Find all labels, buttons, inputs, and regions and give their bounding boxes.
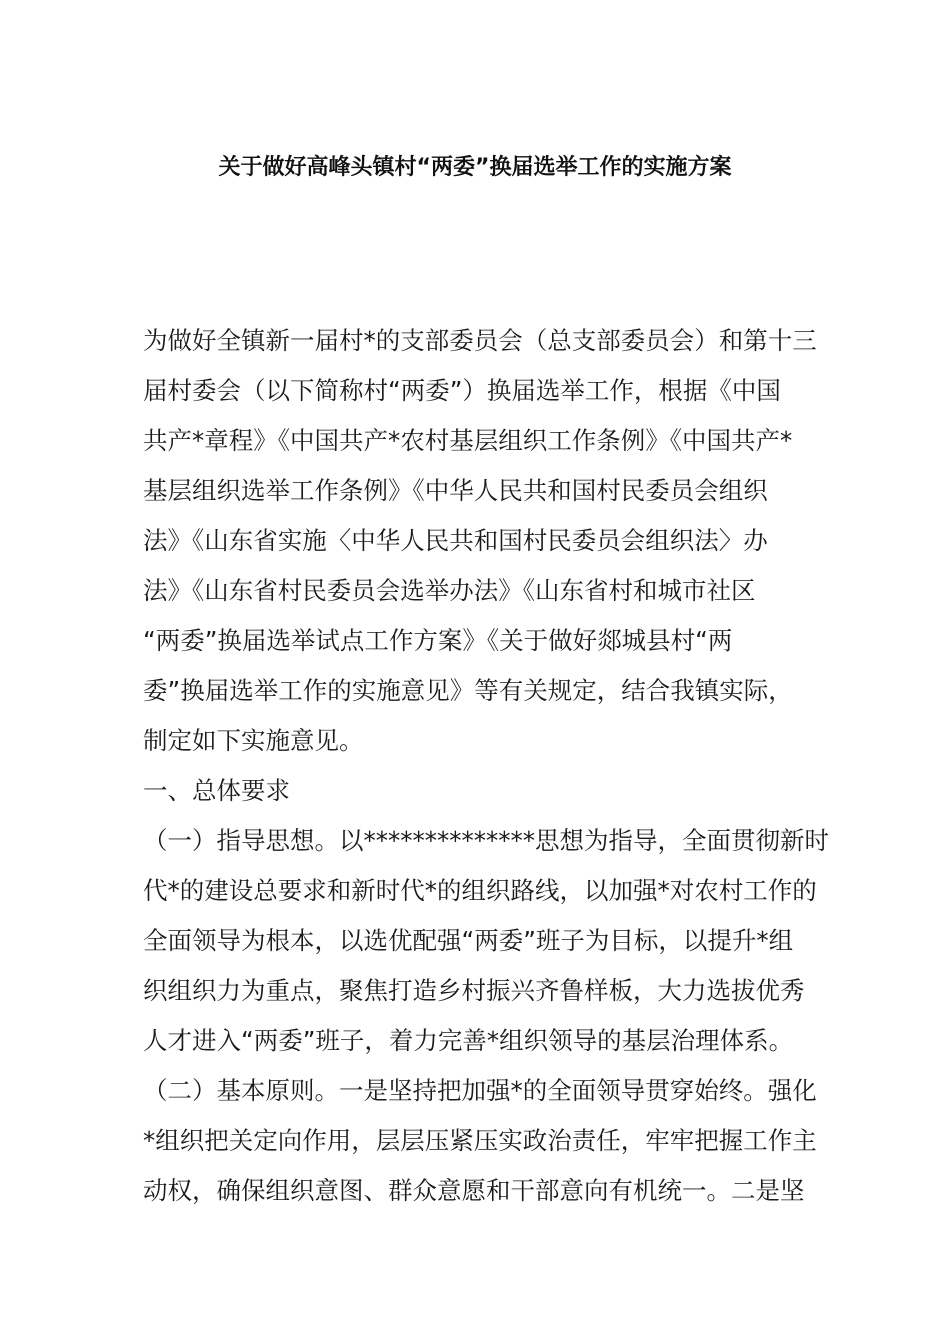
guiding-thought-line-1: （一）指导思想。以**************思想为指导，全面贯彻新时 bbox=[143, 826, 829, 855]
intro-line-5: 法》《山东省实施〈中华人民共和国村民委员会组织法〉办 bbox=[143, 526, 768, 555]
intro-line-8: 委”换届选举工作的实施意见》等有关规定，结合我镇实际， bbox=[143, 676, 793, 705]
guiding-thought-line-2: 代*的建设总要求和新时代*的组织路线，以加强*对农村工作的 bbox=[143, 876, 817, 905]
document-body bbox=[143, 316, 829, 1216]
basic-principles-line-1: （二）基本原则。一是坚持把加强*的全面领导贯穿始终。强化 bbox=[143, 1076, 817, 1105]
basic-principles-line-2: *组织把关定向作用，层层压紧压实政治责任，牢牢把握工作主 bbox=[143, 1126, 817, 1155]
document-title: 关于做好高峰头镇村“两委”换届选举工作的实施方案 bbox=[218, 155, 732, 180]
guiding-thought-line-5: 人才进入“两委”班子，着力完善*组织领导的基层治理体系。 bbox=[143, 1026, 794, 1055]
intro-line-2: 届村委会（以下简称村“两委”）换届选举工作，根据《中国 bbox=[143, 376, 781, 405]
intro-line-3: 共产*章程》《中国共产*农村基层组织工作条例》《中国共产* bbox=[143, 426, 793, 455]
intro-line-4: 基层组织选举工作条例》《中华人民共和国村民委员会组织 bbox=[143, 476, 768, 505]
basic-principles-line-3: 动权，确保组织意图、群众意愿和干部意向有机统一。二是坚 bbox=[143, 1176, 805, 1205]
guiding-thought-line-4: 织组织力为重点，聚焦打造乡村振兴齐鲁样板，大力选拔优秀 bbox=[143, 976, 805, 1005]
intro-line-1: 为做好全镇新一届村*的支部委员会（总支部委员会）和第十三 bbox=[143, 326, 817, 355]
intro-line-6: 法》《山东省村民委员会选举办法》《山东省村和城市社区 bbox=[143, 576, 756, 605]
section-heading-general-requirements: 一、总体要求 bbox=[143, 776, 290, 805]
guiding-thought-line-3: 全面领导为根本，以选优配强“两委”班子为目标，以提升*组 bbox=[143, 926, 794, 955]
intro-line-7: “两委”换届选举试点工作方案》《关于做好郯城县村“两 bbox=[143, 626, 733, 655]
intro-line-9: 制定如下实施意见。 bbox=[143, 726, 364, 755]
